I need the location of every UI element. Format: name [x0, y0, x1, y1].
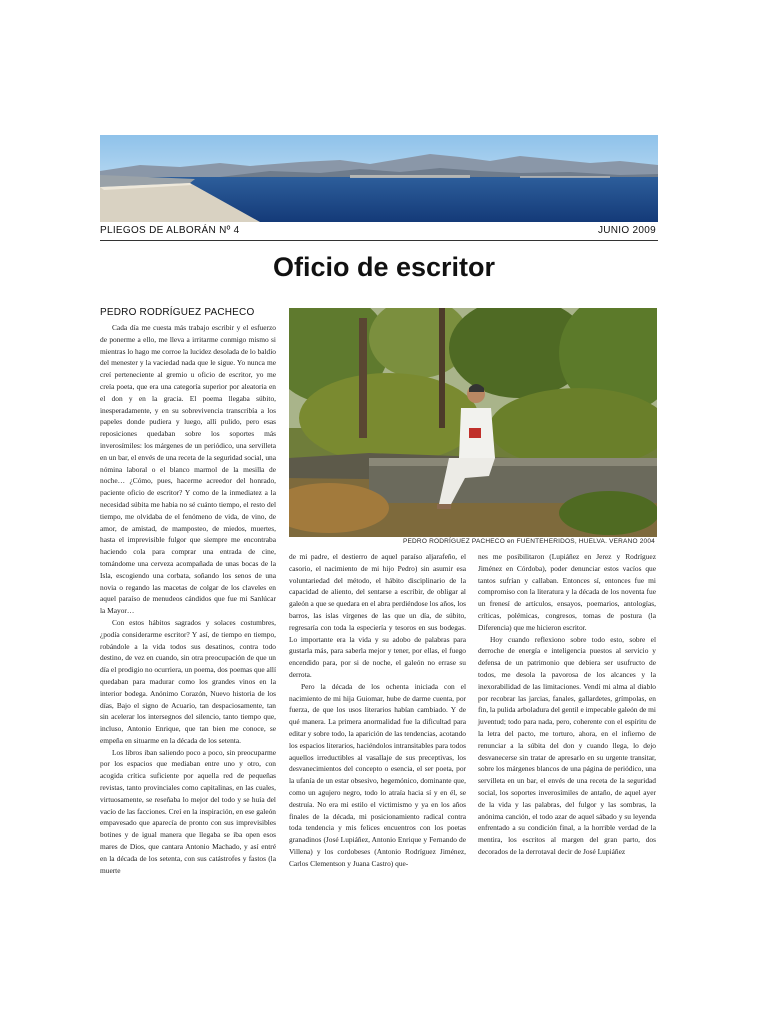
paragraph: Los libros iban saliendo poco a poco, sin preocuparme por los espacios que mediaban entre uno y otro, con acogida crítica suficiente por aquella red de pequeñas revistas, tanto provinciales como capitalinas, en las cuales, virtuosamente, se reseñaba lo mejor del todo y se huía del vacío de las facciones. Creí en la inspiración, en ese galeón empavesado que aparecía de pronto con sus imprevisibles botines y de igual manera que llegaba se iba open esos mares de Dios, que cantara Antonio Machado, y así entré en la década de los setenta, con sus catástrofes y fastos (la muerte	[100, 747, 276, 875]
header-rule	[100, 240, 658, 241]
article-column-3	[478, 551, 656, 858]
paragraph: nes me posibilitaron (Lupiáñez en Jerez y Rodríguez Jiménez en Córdoba), poder denunciar estos vacíos que tantos sufrían y callaban. Entonces sí, entonces fue mi compromiso con la literatura y la década de los noventa fue un frenesí de artículos, ensayos, poemarios, antologías, críticas, polémicas, congresos, tomas de postura (la Diferencia) que me hicieron escritor.	[478, 552, 656, 632]
article-author: PEDRO RODRÍGUEZ PACHECO	[100, 307, 255, 318]
paragraph: Pero la década de los ochenta iniciada con el nacimiento de mi hija Guiomar, hube de darme cuenta, por fuerza, de que los usos literarios habían cambiado. Y de qué manera. La primera anormalidad fue la dificultad para editar y sobre todo, la aparición de las tendencias, acotando los espacios literarios, haciéndolos intransitables para todos aquellos irreductibles al vasallaje de sus preceptivas, los desvanecimientos del concepto o esencia, el ser poeta, por la ufanía de un estar obsesivo, hegemónico, dominante que, como un agujero negro, todo lo atraía hacia sí y en él, se destruía. No era mi estilo el victimismo y ya en los años finales de la década, mi posicionamiento radical contra toda tendencia y mis felices encuentros con los poetas granadinos (José Lupiáñez, Antonio Enrique y Fernando de Villena) y los cordobeses (Antonio Rodríguez Jiménez, Carlos Clementson y Juana Castro) que-	[289, 681, 466, 868]
photo-caption: PEDRO RODRÍGUEZ PACHECO en FUENTEHERIDOS, HUELVA. VERANO 2004	[402, 538, 655, 545]
author-photo	[289, 308, 657, 537]
header-banner-image	[100, 135, 658, 222]
paragraph: Con estos hábitos sagrados y solaces costumbres, ¿podía considerarme escritor? Y así, de tiempo en tiempo, robándole a la vida todos sus desatinos, contra todo destino, de vez en cuando, sin otra preocupación de que un día el prodigio no ocurriera, un poema, dos poemas que allí quedaban para madurar como los grandes vinos en la interior bodega. Anónimo Corazón, Nuevo historia de los días, Bajo el signo de Acuario, tan despaciosamente, tan sin acelerar los intersegnos del silencio, tanto tiempo que, incluso, Antonio Enrique, que tan bien me conoce, se empeña en situarme en la década de los setenta.	[100, 617, 276, 745]
paragraph: de mi padre, el destierro de aquel paraíso aljarafeño, el casorio, el nacimiento de mi hijo Pedro) sin asumir esa voluntariedad del método, el hábito disciplinario de la capacidad de aliento, del sentarse a escribir, de obligar al galeón a que se quedara en el abra perdiéndose los años, los barros, las islas vírgenes de las que un día, de súbito, regresaría con toda la especiería y tesoros en sus bodegas. Lo importante era la vida y su adobo de palabras para gustarla más, para saberla mejor y tener, por ellas, el fuego encendido para, por si de noche, el galeón no errase su derrota.	[289, 552, 466, 679]
seascape-illustration	[100, 135, 658, 222]
article-column-1	[100, 322, 276, 876]
publication-name: PLIEGOS DE ALBORÁN Nº 4	[100, 225, 240, 236]
article-title: Oficio de escritor	[272, 252, 496, 282]
paragraph: Cada día me cuesta más trabajo escribir y el esfuerzo de ponerme a ello, me lleva a irritarme conmigo mismo si mientras lo hago me corroe la lucidez desolada de lo baldío del menester y la vaciedad nada que le sigue. Yo nunca me creí perteneciente al gremio u oficio de escritor, yo me creía poeta, que era una categoría superior por aleatoria en el don y en la gracia. El poema llegaba súbito, inesperadamente, y en su sobrevivencia transcribía a los papeles donde pudiera y luego, allí pulido, pero esas reposiciones quedaban sobre los soportes más inverosímiles: los márgenes de un periódico, una servilleta en un bar, el envés de una receta de la seguridad social, una nómina laboral o el blanco marmol de la mesilla de noche… ¿Cómo, pues, hacerme acreedor del honrado, paciente oficio de escritor? Y como de la inmediatez a la necesidad súbita me habia no sé cuánto tiempo, el resto del tiempo, me olvidaba de el fenómeno de vida, de vino, de amor, de amistad, de mamposteo, de miedos, muertes, hasta el imprevisible fulgor que siempre me encontraba haciendo cola para comprar una entrada de cine, tomándome una cerveza acompañada de unas bocas de la Isla, escogiendo una corbata, soñando los senos de una novia o regando las macetas de colgar de los claveles en aquel paraíso de menudeos cándidos que fue mi Sanlúcar la Mayor…	[100, 323, 276, 616]
garden-portrait-illustration	[289, 308, 657, 537]
article-column-2	[289, 551, 466, 870]
paragraph: Hoy cuando reflexiono sobre todo esto, sobre el derroche de energía e inteligencia puestos al servicio y defensa de un patrimonio que debiera ser usufructo de todos, me desola la pavorosa de los alcances y la inexorabilidad de las limitaciones. Vendí mi alma al diablo por recobrar las jarcias, fanales, gallardetes, grímpolas, en fin, la pulida arboladura del gentil e impecable galeón de mi juventud; todo para nada, pero, coherente con el espíritu de la letra del pacto, me torturo, ahora, en el infierno de renunciar a la súbita del don y cuando llega, lo dejo desvanecerse sin tratar de apresarlo en su urgente transitar, sobre los márgenes blancos de una página de periódico, una servilleta en un bar, el envés de una receta de la seguridad social, los soportes inverosímiles de antaño, de aquel ayer de la vida y las palabras, del fulgor y las sombras, la anónima canción, el todo azar de aquel sábado y su leyenda enfrentado a su condición final, a la horrible verdad de la mentira, los escritos al margen del gran parto, dos decorados de la derrotaval decir de José Lupiáñez	[478, 634, 656, 856]
issue-date: JUNIO 2009	[597, 225, 656, 236]
